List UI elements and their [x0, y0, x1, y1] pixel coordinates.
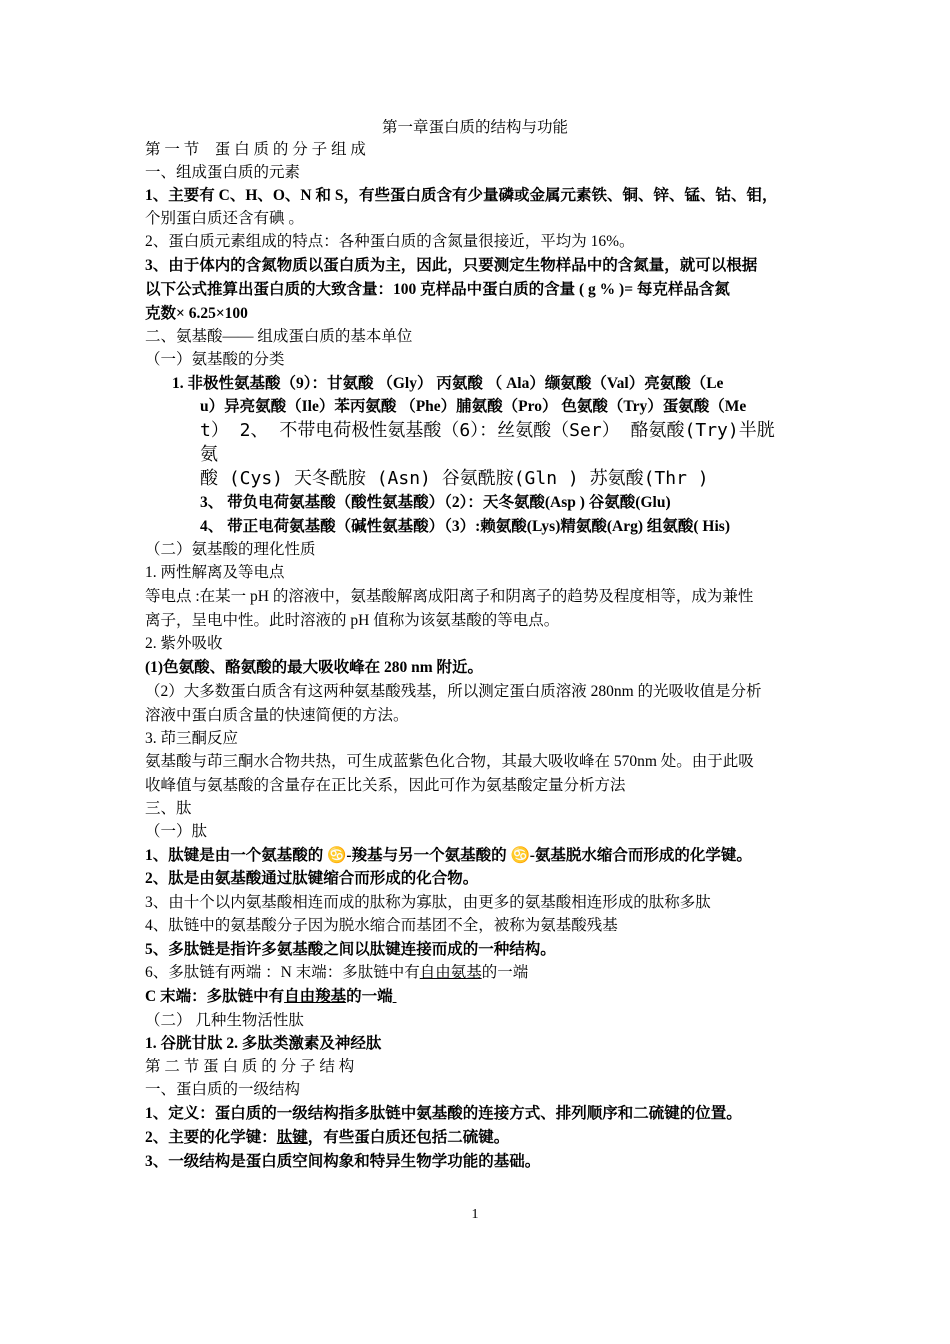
heading-peptides: 三、肽 [145, 800, 192, 817]
chapter-title: 第一章蛋白质的结构与功能 [381, 119, 568, 136]
paragraph-line: 3、由于体内的含氮物质以蛋白质为主，因此，只要测定生物样品中的含氮量，就可以根据 [145, 257, 758, 274]
heading-amino-acids: 二、氨基酸—— 组成蛋白质的基本单位 [145, 328, 413, 345]
subheading-active-peptides: （二） 几种生物活性肽 [145, 1012, 304, 1029]
text-run: 的一端 [346, 988, 393, 1005]
subheading-peptide: （一）肽 [145, 823, 208, 840]
paragraph-line: 2. 紫外吸收 [145, 635, 223, 652]
paragraph-line: （2）大多数蛋白质含有这两种氨基酸残基，所以测定蛋白质溶液 280nm 的光吸收值是分析 [145, 683, 762, 700]
paragraph-line [145, 987, 810, 1007]
paragraph-line: 氨基酸与茚三酮水合物共热，可生成蓝紫色化合物，其最大吸收峰在 570nm 处。由于此吸 [145, 753, 754, 770]
paragraph-line: 4、肽链中的氨基酸分子因为脱水缩合而基团不全，被称为氨基酸残基 [145, 917, 618, 934]
paragraph-line: 5、多肽链是指许多氨基酸之间以肽键连接而成的一种结构。 [145, 941, 556, 958]
section-heading-2: 第 二 节 蛋 白 质 的 分 子 结 构 [145, 1058, 355, 1075]
underlined-term: 自由羧基 [284, 988, 347, 1005]
paragraph-line: 1. 两性解离及等电点 [145, 564, 285, 581]
paragraph-line: 个别蛋白质还含有碘 。 [145, 210, 304, 227]
paragraph-line: 3、由十个以内氨基酸相连而成的肽称为寡肽，由更多的氨基酸相连形成的肽称多肽 [145, 894, 711, 911]
subheading-properties: （二）氨基酸的理化性质 [145, 541, 316, 558]
paragraph-line: 溶液中蛋白质含量的快速简便的方法。 [145, 707, 409, 724]
text-run: C 末端：多肽链中有 [145, 988, 285, 1005]
paragraph-line: (1)色氨酸、酪氨酸的最大吸收峰在 280 nm 附近。 [145, 659, 483, 676]
paragraph-line: 1、肽键是由一个氨基酸的 ♋-羧基与另一个氨基酸的 ♋-氨基脱水缩合而形成的化学键。 [145, 847, 752, 864]
paragraph-line: 以下公式推算出蛋白质的大致含量：100 克样品中蛋白质的含量 ( g % )= 每克样品含氮 [145, 281, 730, 298]
text-run: 的一端 [481, 964, 529, 981]
paragraph-line: 3. 茚三酮反应 [145, 730, 239, 747]
paragraph-line: 离子，呈电中性。此时溶液的 pH 值称为该氨基酸的等电点。 [145, 612, 560, 629]
list-item: t） 2、 不带电荷极性氨基酸（6）：丝氨酸（Ser） 酪氨酸(Try)半胱 [200, 420, 775, 441]
paragraph-line: 克数× 6.25×100 [145, 305, 248, 322]
paragraph-line: 1、主要有 C、H、O、N 和 S，有些蛋白质含有少量磷或金属元素铁、铜、锌、锰、钴、钼， [145, 187, 778, 204]
heading-primary-structure: 一、蛋白质的一级结构 [145, 1081, 301, 1098]
heading-elements: 一、组成蛋白质的元素 [145, 164, 301, 181]
paragraph-line: 收峰值与氨基酸的含量存在正比关系，因此可作为氨基酸定量分析方法 [145, 777, 626, 794]
text-run: 6、多肽链有两端 ：N 末端：多肽链中有 [145, 964, 420, 981]
underline-mark [393, 988, 397, 1005]
paragraph-line: 等电点 :在某一 pH 的溶液中，氨基酸解离成阳离子和阴离子的趋势及程度相等，成为兼性 [145, 588, 754, 605]
paragraph-line [145, 1128, 810, 1148]
paragraph-line: 1、定义：蛋白质的一级结构指多肽链中氨基酸的连接方式、排列顺序和二硫键的位置。 [145, 1105, 742, 1122]
list-item: 3、 带负电荷氨基酸（酸性氨基酸）（2）：天冬氨酸(Asp ) 谷氨酸(Glu) [200, 494, 671, 511]
paragraph-line [145, 963, 810, 983]
list-item: 4、 带正电荷氨基酸（碱性氨基酸）（3）:赖氨酸(Lys)精氨酸(Arg) 组氨酸( His) [200, 518, 730, 535]
subheading-classification: （一）氨基酸的分类 [145, 351, 285, 368]
list-item: 1. 非极性氨基酸（9）：甘氨酸 （Gly） 丙氨酸 （ Ala）缬氨酸（Val）亮氨酸（Le [172, 375, 724, 392]
page-number: 1 [471, 1207, 479, 1222]
text-run: ，有些蛋白质还包括二硫键。 [307, 1129, 510, 1146]
paragraph-line: 2、肽是由氨基酸通过肽键缩合而形成的化合物。 [145, 870, 479, 887]
list-item: 氨 [200, 444, 218, 465]
paragraph-line: 3、一级结构是蛋白质空间构象和特异生物学功能的基础。 [145, 1153, 541, 1170]
list-item: u）异亮氨酸（Ile）苯丙氨酸 （Phe）脯氨酸（Pro） 色氨酸（Try）蛋氨酸（Me [200, 398, 747, 415]
text-run: 2、主要的化学键： [145, 1129, 277, 1146]
underlined-term: 肽键 [276, 1129, 308, 1146]
section-heading-1: 第 一 节 蛋 白 质 的 分 子 组 成 [145, 141, 366, 158]
paragraph-line: 2、蛋白质元素组成的特点：各种蛋白质的含氮量很接近，平均为 16%。 [145, 233, 635, 250]
paragraph-line: 1. 谷胱甘肽 2. 多肽类激素及神经肽 [145, 1035, 382, 1052]
underlined-term: 自由氨基 [419, 964, 482, 981]
list-item: 酸 (Cys) 天冬酰胺 (Asn) 谷氨酰胺(Gln ) 苏氨酸(Thr ) [200, 468, 709, 489]
